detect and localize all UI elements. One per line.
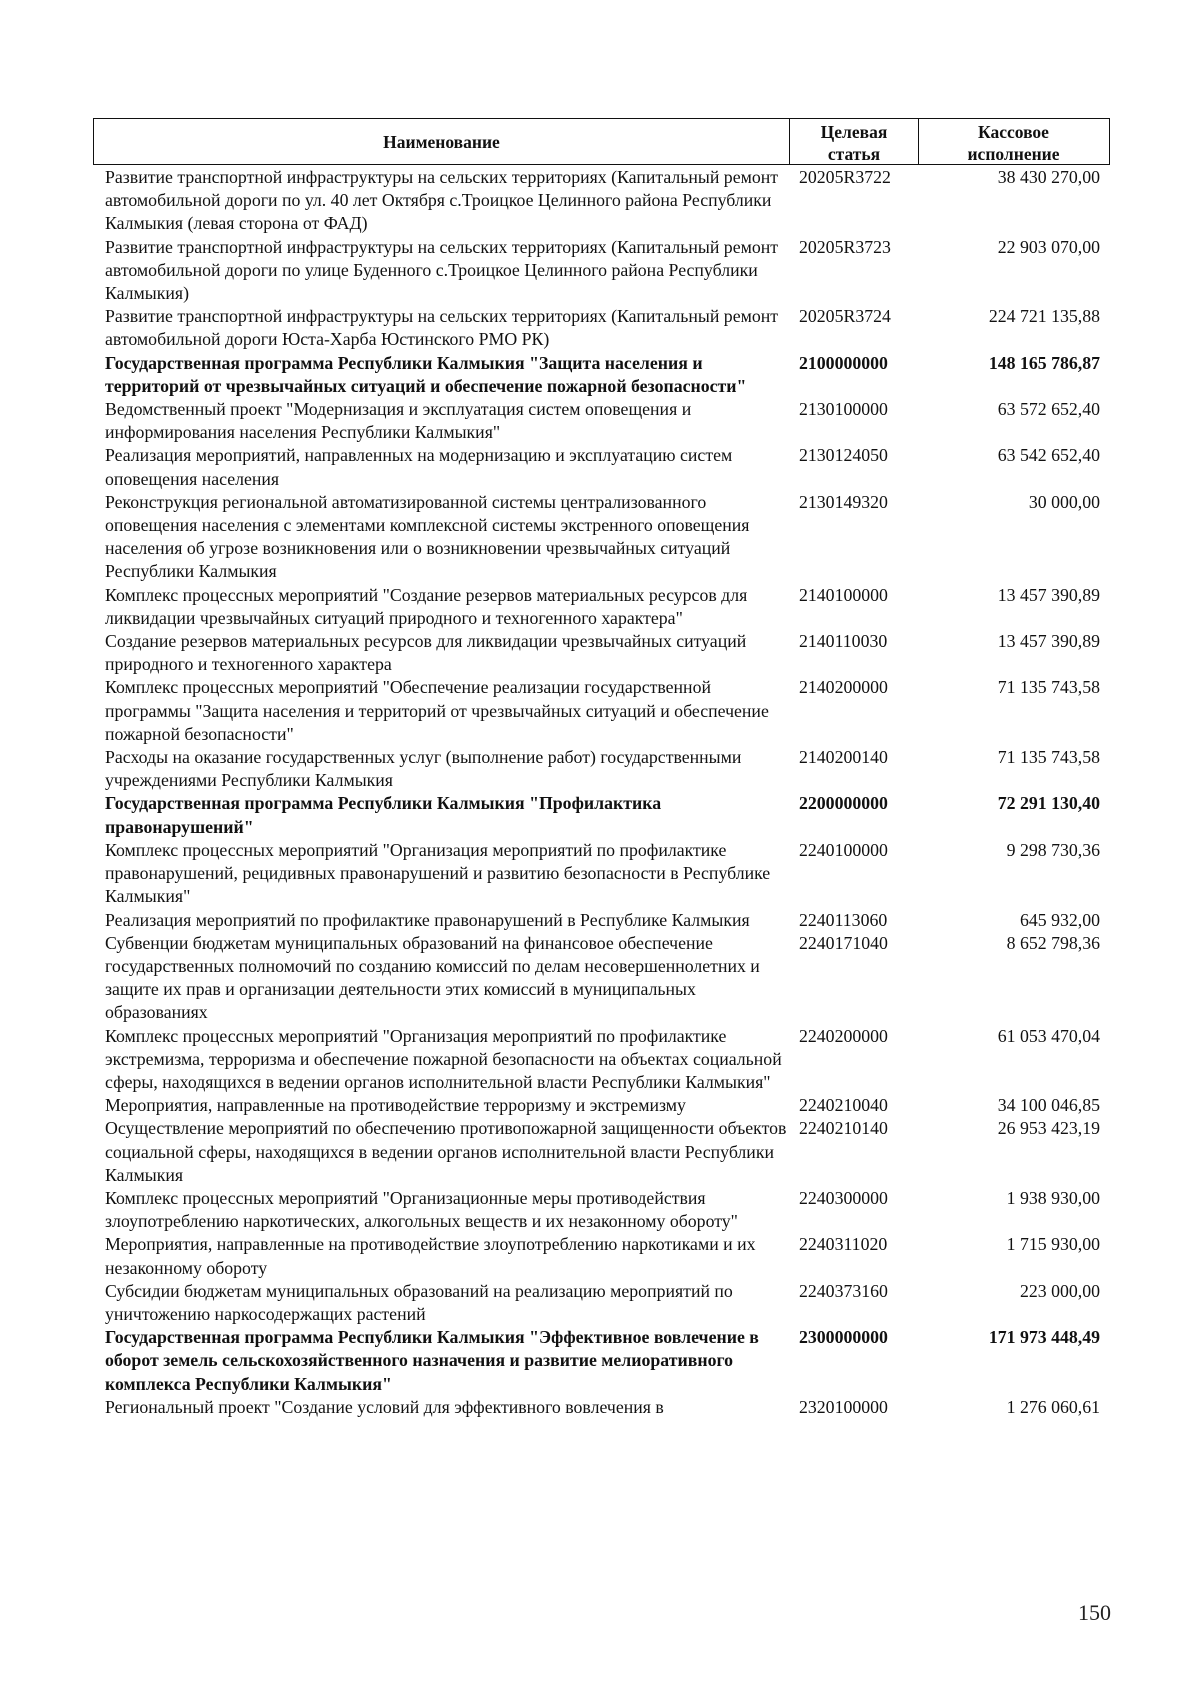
row-name: Государственная программа Республики Калмыкия "Защита населения и территорий от чрезвычайных ситуаций и обеспечение пожарной безопасности"	[105, 352, 747, 396]
row-amount: 26 953 423,19	[997, 1118, 1100, 1139]
table-row	[105, 584, 1110, 630]
table-body	[105, 166, 1110, 1419]
row-name: Комплекс процессных мероприятий "Организация мероприятий по профилактике экстремизма, терроризма и обеспечение пожарной безопасности на объектах социальной сферы, находящихся в ведении органов исполнительной власти Республики Калмыкия"	[105, 1025, 782, 1092]
table-row	[105, 352, 1110, 398]
row-amount: 13 457 390,89	[997, 584, 1100, 605]
row-code: 2130100000	[799, 399, 888, 420]
row-code: 2240171040	[799, 932, 888, 953]
row-amount: 224 721 135,88	[988, 306, 1100, 327]
row-name: Реализация мероприятий, направленных на модернизацию и эксплуатацию систем оповещения населения	[105, 445, 733, 489]
row-name: Комплекс процессных мероприятий "Создание резервов материальных ресурсов для ликвидации чрезвычайных ситуаций природного и техногенного характера"	[105, 584, 748, 628]
row-name: Региональный проект "Создание условий для эффективного вовлечения в	[105, 1396, 664, 1417]
table-header	[93, 118, 1110, 165]
table-row	[105, 444, 1110, 490]
row-code: 2130149320	[799, 491, 888, 512]
row-amount: 9 298 730,36	[1006, 839, 1100, 860]
header-code-line1: Целевая	[820, 122, 888, 142]
table-row	[105, 1094, 1110, 1117]
table-row	[105, 1117, 1110, 1187]
row-code: 20205R3723	[799, 236, 891, 257]
row-amount: 1 938 930,00	[1006, 1187, 1100, 1208]
page-number: 150	[1078, 1600, 1111, 1625]
row-amount: 645 932,00	[1019, 909, 1100, 930]
table-row	[105, 166, 1110, 236]
row-amount: 30 000,00	[1028, 491, 1100, 512]
row-amount: 8 652 798,36	[1006, 932, 1100, 953]
row-code: 2130124050	[799, 445, 888, 466]
row-amount: 1 276 060,61	[1006, 1396, 1100, 1417]
table-row	[105, 1396, 1110, 1419]
row-code: 2240100000	[799, 839, 888, 860]
row-name: Развитие транспортной инфраструктуры на сельских территориях (Капитальный ремонт автомобильной дороги Юста-Харба Юстинского РМО РК)	[105, 306, 779, 350]
row-code: 2240200000	[799, 1025, 888, 1046]
row-amount: 22 903 070,00	[997, 236, 1100, 257]
row-name: Мероприятия, направленные на противодействие злоупотреблению наркотиками и их незаконному обороту	[105, 1234, 756, 1278]
header-code-line2: статья	[827, 144, 881, 164]
header-amount	[918, 119, 1108, 164]
row-code: 2240373160	[799, 1280, 888, 1301]
row-amount: 13 457 390,89	[997, 631, 1100, 652]
table-row	[105, 1187, 1110, 1233]
row-amount: 148 165 786,87	[988, 352, 1100, 373]
row-name: Создание резервов материальных ресурсов для ликвидации чрезвычайных ситуаций природного и техногенного характера	[105, 631, 747, 675]
header-amount-line1: Кассовое	[978, 122, 1049, 142]
header-name	[94, 119, 789, 164]
row-amount: 61 053 470,04	[997, 1025, 1100, 1046]
row-name: Комплекс процессных мероприятий "Организация мероприятий по профилактике правонарушений, рецидивных правонарушений и развитию безопасности в Республике Калмыкия"	[105, 839, 771, 907]
row-name: Развитие транспортной инфраструктуры на сельских территориях (Капитальный ремонт автомобильной дороги по ул. 40 лет Октября с.Троицкое Целинного района Республики Калмыкия (левая сторона от ФАД)	[105, 167, 779, 234]
row-code: 2240210040	[799, 1095, 888, 1116]
table-row	[105, 398, 1110, 444]
row-name: Ведомственный проект "Модернизация и эксплуатация систем оповещения и информирования населения Республики Калмыкия"	[105, 399, 692, 443]
row-code: 20205R3724	[799, 306, 891, 327]
row-code: 2240300000	[799, 1187, 888, 1208]
row-amount: 72 291 130,40	[997, 793, 1100, 814]
row-amount: 223 000,00	[1019, 1280, 1100, 1301]
row-name: Реконструкция региональной автоматизированной системы централизованного оповещения населения с элементами комплексной системы экстренного оповещения населения об угрозе возникновения или о возникновении чрезвычайных ситуаций Республики Калмыкия	[105, 491, 750, 582]
row-amount: 34 100 046,85	[997, 1095, 1100, 1116]
row-amount: 1 715 930,00	[1006, 1234, 1100, 1255]
table-row	[105, 305, 1110, 351]
row-code: 2100000000	[799, 352, 888, 373]
row-name: Мероприятия, направленные на противодействие терроризму и экстремизму	[105, 1095, 686, 1116]
table-row	[105, 1233, 1110, 1279]
row-name: Осуществление мероприятий по обеспечению противопожарной защищенности объектов социальной сферы, находящихся в ведении органов исполнительной власти Республики Калмыкия	[105, 1118, 787, 1185]
row-amount: 171 973 448,49	[988, 1327, 1100, 1348]
row-amount: 71 135 743,58	[997, 677, 1100, 698]
row-name: Расходы на оказание государственных услуг (выполнение работ) государственными учреждениями Республики Калмыкия	[105, 747, 742, 791]
table-row	[105, 1025, 1110, 1095]
row-amount: 71 135 743,58	[997, 747, 1100, 768]
header-code	[789, 119, 918, 164]
row-name: Комплекс процессных мероприятий "Обеспечение реализации государственной программы "Защита населения и территорий от чрезвычайных ситуаций и обеспечение пожарной безопасности"	[105, 677, 769, 744]
row-amount: 38 430 270,00	[997, 167, 1100, 187]
row-code: 2240210140	[799, 1118, 888, 1139]
table-row	[105, 746, 1110, 792]
table-row	[105, 1280, 1110, 1326]
row-amount: 63 572 652,40	[997, 399, 1100, 420]
table-row	[105, 236, 1110, 306]
table-row	[105, 491, 1110, 584]
row-code: 2140100000	[799, 584, 888, 605]
row-name: Реализация мероприятий по профилактике правонарушений в Республике Калмыкия	[105, 909, 750, 930]
row-code: 2240311020	[799, 1234, 888, 1255]
table-row	[105, 630, 1110, 676]
table-row	[105, 909, 1110, 932]
row-name: Государственная программа Республики Калмыкия "Профилактика правонарушений"	[105, 793, 662, 837]
table-row	[105, 1326, 1110, 1396]
table-row	[105, 932, 1110, 1025]
row-code: 2140200140	[799, 747, 888, 768]
row-name: Субсидии бюджетам муниципальных образований на реализацию мероприятий по уничтожению наркосодержащих растений	[105, 1280, 733, 1324]
table-row	[105, 839, 1110, 909]
row-code: 2140200000	[799, 677, 888, 698]
row-code: 2240113060	[799, 909, 888, 930]
header-name-label: Наименование	[383, 131, 500, 152]
row-amount: 63 542 652,40	[997, 445, 1100, 466]
row-code: 20205R3722	[799, 167, 891, 187]
row-code: 2200000000	[799, 793, 888, 814]
row-name: Государственная программа Республики Калмыкия "Эффективное вовлечение в оборот земель сельскохозяйственного назначения и развитие мелиоративного комплекса Республики Калмыкия"	[105, 1327, 759, 1394]
table-row	[105, 676, 1110, 746]
row-name: Развитие транспортной инфраструктуры на сельских территориях (Капитальный ремонт автомобильной дороги по улице Буденного с.Троицкое Целинного района Республики Калмыкия)	[105, 236, 779, 304]
row-name: Комплекс процессных мероприятий "Организационные меры противодействия злоупотреблению наркотических, алкогольных веществ и их незаконному обороту"	[105, 1187, 738, 1232]
row-name: Субвенции бюджетам муниципальных образований на финансовое обеспечение государственных полномочий по созданию комиссий по делам несовершеннолетних и защите их прав и организации деятельности этих комиссий в муниципальных образованиях	[105, 932, 760, 1023]
row-code: 2300000000	[799, 1327, 888, 1348]
header-amount-line2: исполнение	[967, 144, 1060, 164]
table-row	[105, 792, 1110, 838]
row-code: 2140110030	[799, 631, 888, 652]
row-code: 2320100000	[799, 1396, 888, 1417]
